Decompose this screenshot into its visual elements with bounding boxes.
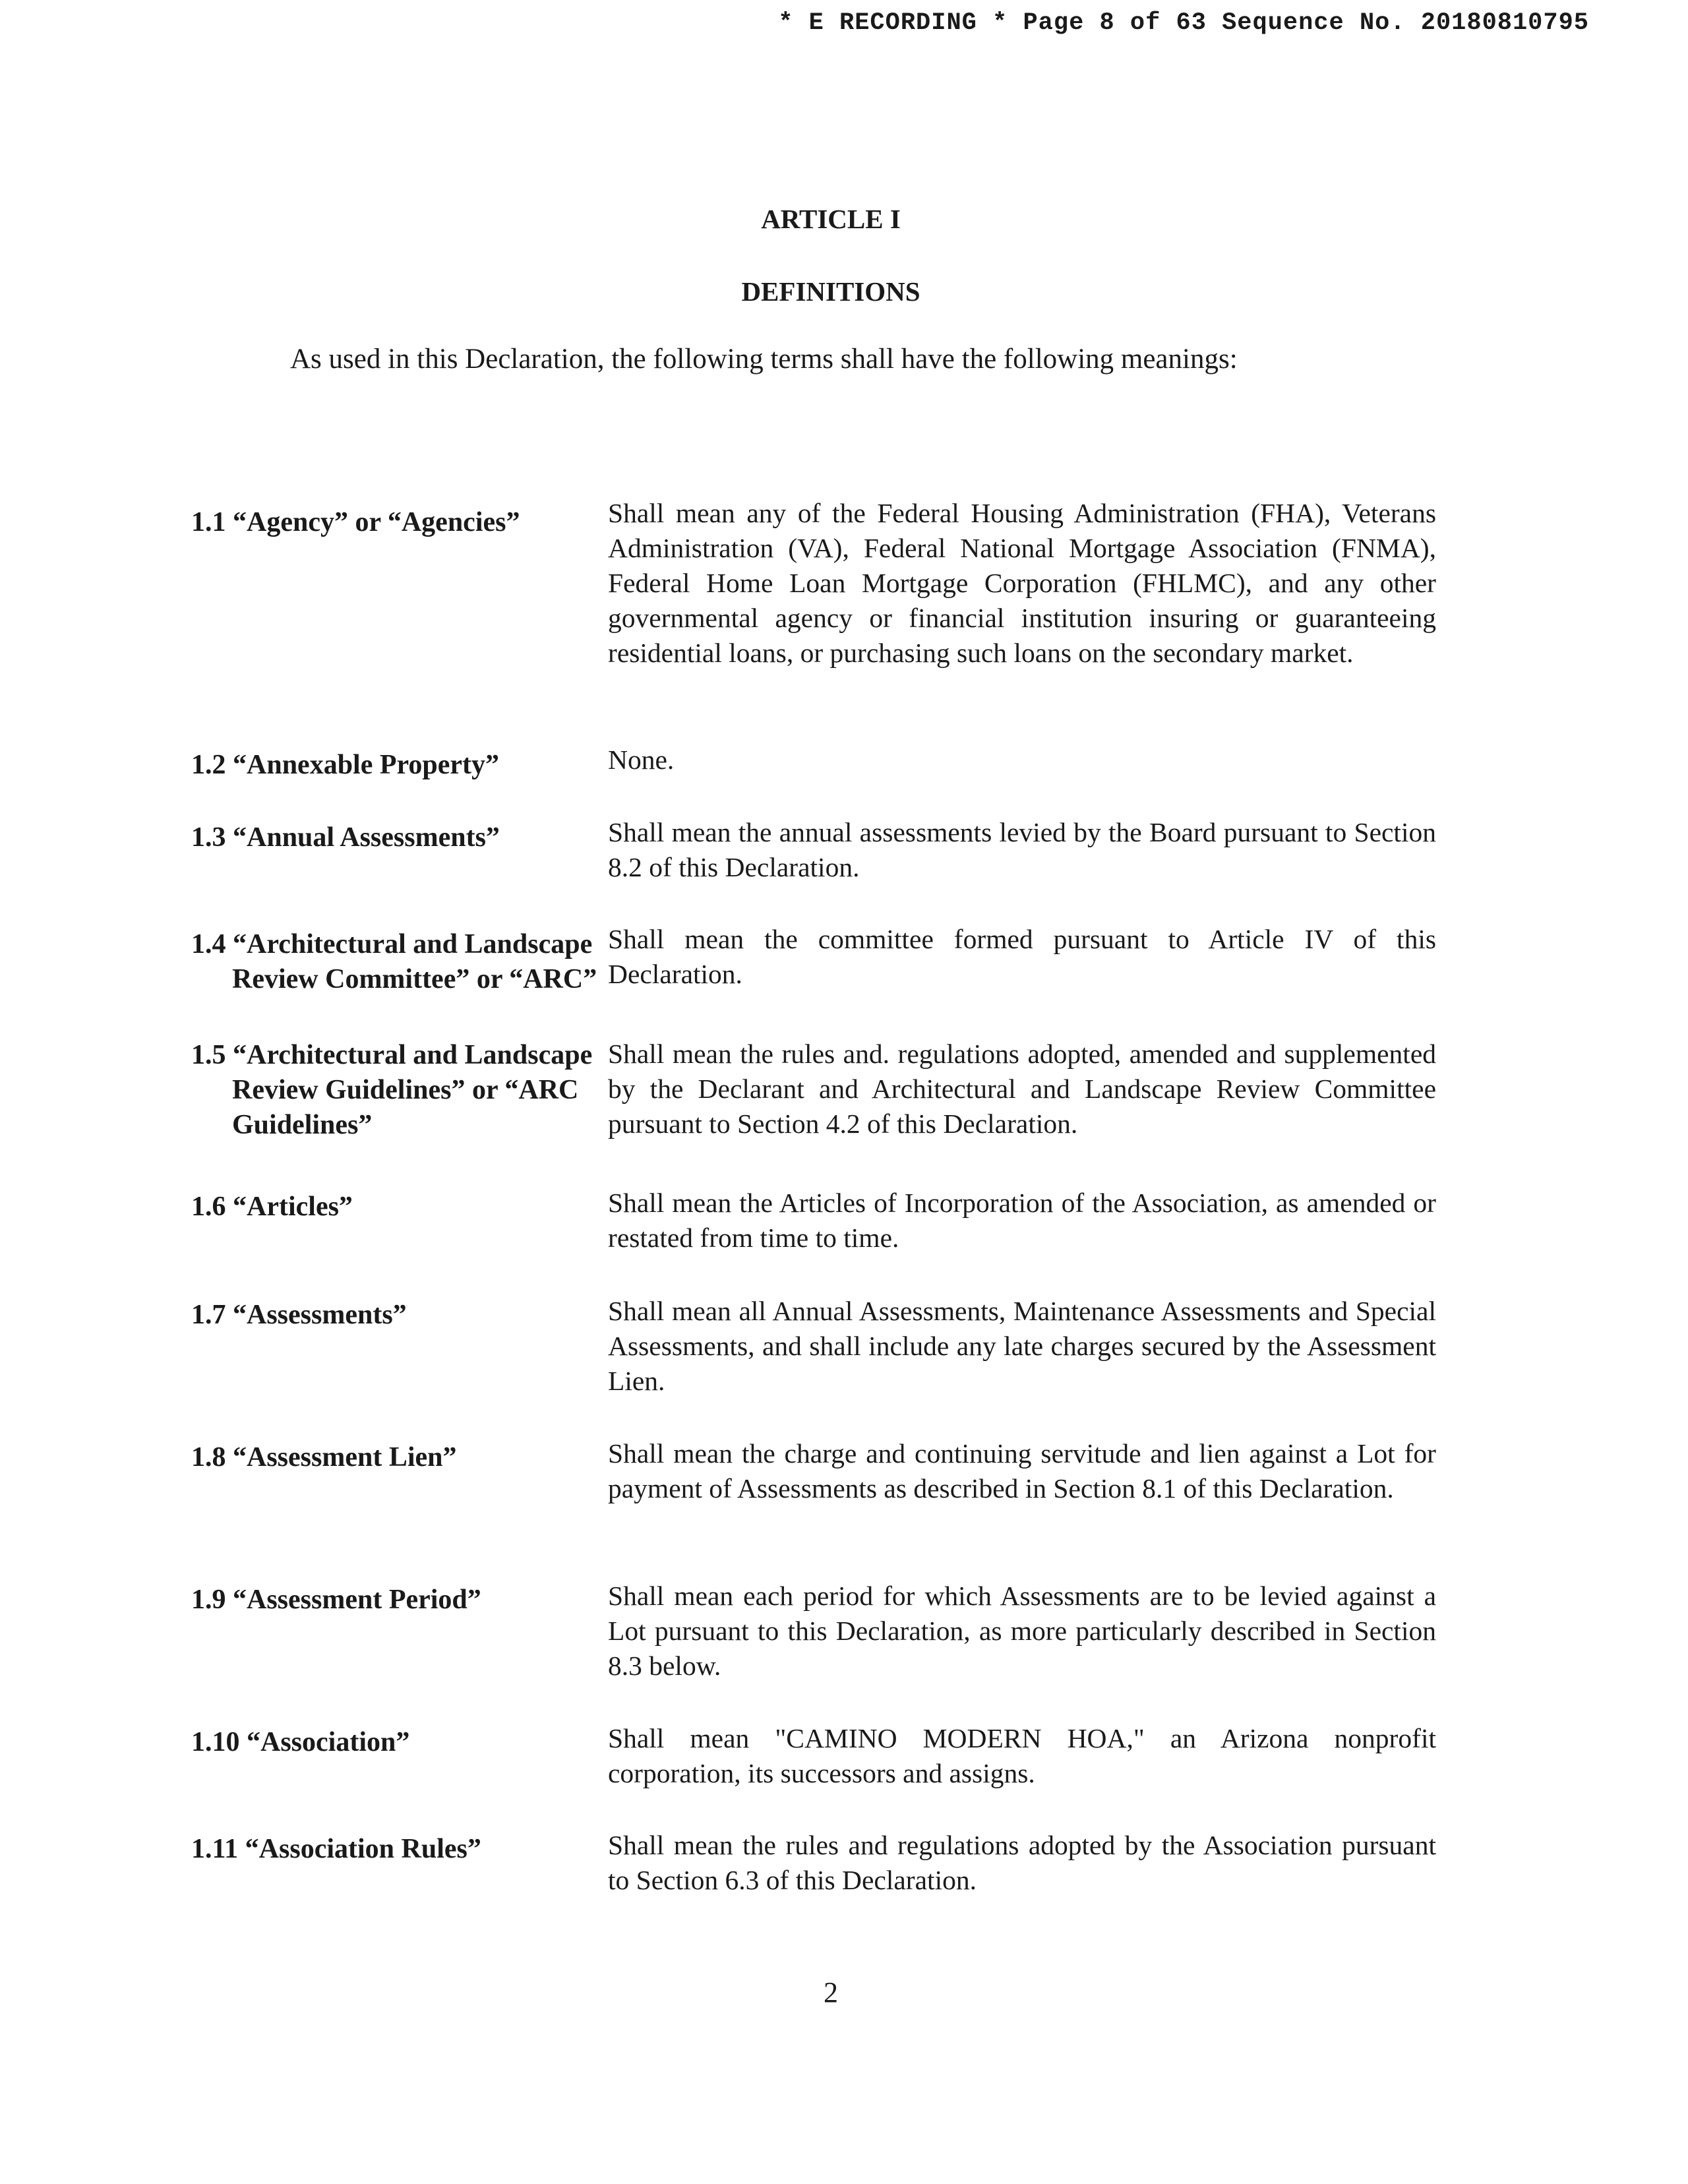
definition-text: Shall mean each period for which Assessments are to be levied against a Lot pursuant to this Declaration, as more particularly described in Section 8.3 below. (608, 1581, 1436, 1681)
intro-paragraph: As used in this Declaration, the following terms shall have the following meanings: (290, 344, 1238, 375)
definition-term: 1.3 “Annual Assessments” (191, 822, 500, 853)
definition-text: Shall mean the charge and continuing servitude and lien against a Lot for payment of Assessments as described in Section 8.1 of this Declaration. (608, 1438, 1436, 1503)
article-subtitle: DEFINITIONS (741, 276, 920, 307)
definition-text: Shall mean the rules and. regulations adopted, amended and supplemented by the Declarant and Architectural and Landscape Review Committee pursuant to Section 4.2 of this Declaration. (608, 1039, 1436, 1139)
definition-term: 1.9 “Assessment Period” (191, 1585, 481, 1615)
definition-term: 1.6 “Articles” (191, 1192, 353, 1222)
definition-text: None. (608, 744, 675, 775)
recording-header: * E RECORDING * Page 8 of 63 Sequence No. 20180810795 (778, 9, 1589, 37)
definition-term: 1.11 “Association Rules” (191, 1834, 481, 1864)
definition-text: Shall mean the committee formed pursuant to Article IV of this Declaration. (608, 924, 1436, 989)
page-number: 2 (824, 1976, 838, 2009)
definition-text: Shall mean the annual assessments levied by the Board pursuant to Section 8.2 of this Declaration. (608, 817, 1436, 882)
definition-term: 1.10 “Association” (191, 1727, 410, 1757)
definition-text: Shall mean the Articles of Incorporation of the Association, as amended or restated from time to time. (608, 1188, 1436, 1253)
definition-text: Shall mean "CAMINO MODERN HOA," an Arizona nonprofit corporation, its successors and assigns. (608, 1723, 1436, 1788)
definition-text: Shall mean all Annual Assessments, Maintenance Assessments and Special Assessments, and shall include any late charges secured by the Assessment Lien. (608, 1296, 1436, 1396)
definition-term: 1.1 “Agency” or “Agencies” (191, 507, 520, 537)
definition-text: Shall mean any of the Federal Housing Administration (FHA), Veterans Administration (VA), Federal National Mortgage Association (FNMA), Federal Home Loan Mortgage Corporation (FHLMC), and any other governmental agency or financial institution insuring or guaranteeing residential loans, or purchasing such loans on the secondary market. (608, 498, 1436, 668)
definition-text: Shall mean the rules and regulations adopted by the Association pursuant to Section 6.3 of this Declaration. (608, 1830, 1436, 1895)
definition-term: 1.4 “Architectural and Landscape Review Committee” or “ARC” (191, 929, 597, 994)
definition-term: 1.5 “Architectural and Landscape Review Guidelines” or “ARC Guidelines” (191, 1040, 593, 1140)
definition-term: 1.8 “Assessment Lien” (191, 1442, 457, 1472)
article-title: ARTICLE I (761, 204, 901, 234)
definition-term: 1.2 “Annexable Property” (191, 750, 500, 780)
definition-term: 1.7 “Assessments” (191, 1300, 407, 1330)
